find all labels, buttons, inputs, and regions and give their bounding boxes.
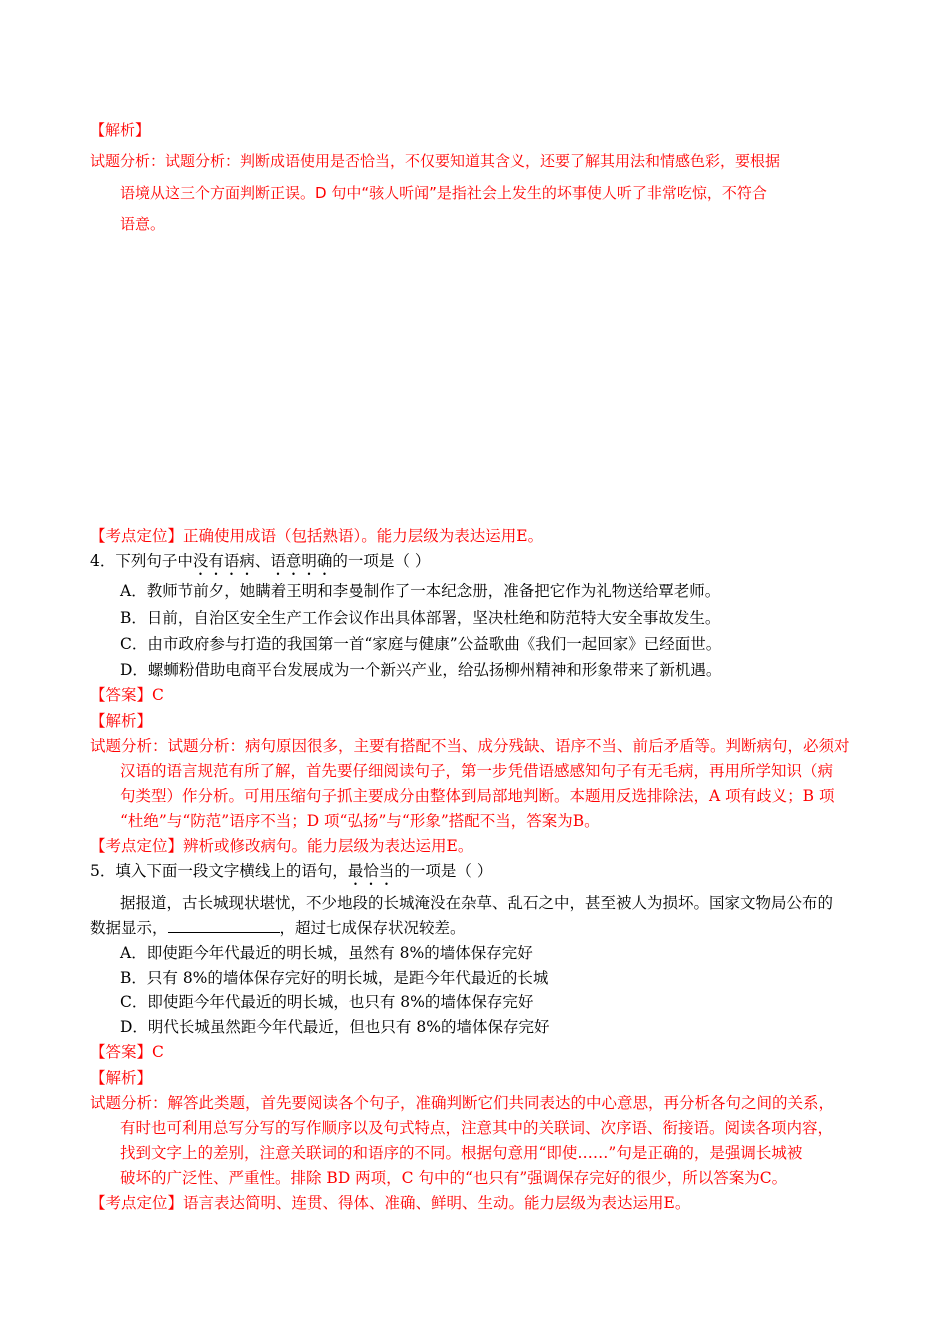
q4-answer	[90, 683, 164, 707]
q4-option-d: D．螺蛳粉借助电商平台发展成为一个新兴产业，给弘扬柳州精神和形象带来了新机遇。	[120, 661, 722, 679]
q5-option-d: D．明代长城虽然距今年代最近，但也只有 8%的墙体保存完好	[120, 1018, 550, 1036]
q4-stem-prefix: 4．下列句子中	[90, 552, 193, 570]
q4-analysis-line-4: “杜绝”与“防范”语序不当；D 项“弘扬”与“形象”搭配不当，答案为B。	[120, 812, 600, 830]
q5-passage-prefix: 数据显示，	[90, 919, 168, 937]
q5-passage-suffix: ，超过七成保存状况较差。	[279, 919, 466, 937]
q5-analysis-line-3: 找到文字上的差别，注意关联词的和语序的不同。根据句意用“即使……”句是正确的，是强调长城被	[120, 1144, 803, 1162]
q3-analysis-line-1: 试题分析：试题分析：判断成语使用是否恰当，不仅要知道其含义，还要了解其用法和情感色彩，要根据	[90, 152, 781, 170]
q5-passage-line-1: 据报道，古长城现状堪忧，不少地段的长城淹没在杂草、乱石之中，甚至被人为损坏。国家文物局公布的	[120, 894, 834, 912]
q4-option-b: B．日前，自治区安全生产工作会议作出具体部署，坚决杜绝和防范特大安全事故发生。	[120, 609, 721, 627]
q4-analysis-line-1: 试题分析：试题分析：病句原因很多，主要有搭配不当、成分残缺、语序不当、前后矛盾等。判断病句，必须对	[90, 737, 850, 755]
q4-stem	[90, 549, 430, 579]
q5-answer-tag: 【答案】	[90, 1043, 153, 1061]
q3-analysis-line-2: 语境从这三个方面判断正误。D 句中“骇人听闻”是指社会上发生的坏事使人听了非常吃惊，不符合	[120, 184, 767, 202]
q5-option-a: A．即使距今年代最近的明长城，虽然有 8%的墙体保存完好	[120, 944, 533, 962]
q5-stem-emphasis: 最恰当	[347, 862, 395, 880]
q3-analysis-tag: 【解析】	[90, 121, 151, 139]
q4-kaodian	[90, 834, 473, 858]
q5-kaodian	[90, 1191, 690, 1215]
q4-analysis-tag: 【解析】	[90, 712, 153, 730]
q4-kaodian-tag: 【考点定位】	[90, 837, 184, 855]
q5-option-b: B．只有 8%的墙体保存完好的明长城，是距今年代最近的长城	[120, 969, 549, 987]
q3-analysis-line-3: 语意。	[120, 215, 166, 233]
q5-passage-line-2	[90, 916, 466, 940]
q3-kaodian-tag: 【考点定位】	[90, 527, 184, 545]
q5-kaodian-tag: 【考点定位】	[90, 1194, 184, 1212]
q5-answer	[90, 1040, 164, 1064]
q4-answer-tag: 【答案】	[90, 686, 153, 704]
q5-analysis-line-4: 破坏的广泛性、严重性。排除 BD 两项，C 句中的“也只有”强调保存完好的很少，所以答案为C。	[120, 1169, 788, 1187]
q4-stem-suffix: 的一项是（ ）	[332, 552, 431, 570]
q5-stem	[90, 859, 492, 889]
q5-answer-value: C	[152, 1043, 164, 1061]
q4-answer-value: C	[152, 686, 164, 704]
q3-kaodian	[90, 524, 543, 548]
q3-kaodian-text: 正确使用成语（包括熟语）。能力层级为表达运用E。	[183, 527, 544, 545]
q5-kaodian-text: 语言表达简明、连贯、得体、准确、鲜明、生动。能力层级为表达运用E。	[183, 1194, 691, 1212]
q5-fill-blank	[168, 916, 280, 933]
q5-analysis-tag: 【解析】	[90, 1069, 153, 1087]
q5-analysis-line-1: 试题分析：解答此类题，首先要阅读各个句子，准确判断它们共同表达的中心意思，再分析各句之间的关系，	[90, 1094, 835, 1112]
q5-stem-prefix: 5．填入下面一段文字横线上的语句，	[90, 862, 348, 880]
q4-stem-emphasis: 没有语病、语意明确	[192, 552, 333, 570]
q5-option-c: C．即使距今年代最近的明长城，也只有 8%的墙体保存完好	[120, 993, 534, 1011]
q4-kaodian-text: 辨析或修改病句。能力层级为表达运用E。	[183, 837, 474, 855]
q4-analysis-line-2: 汉语的语言规范有所了解，首先要仔细阅读句子，第一步凭借语感感知句子有无毛病，再用所学知识（病	[120, 762, 834, 780]
q4-analysis-line-3: 句类型）作分析。可用压缩句子抓主要成分由整体到局部地判断。本题用反选排除法，A 项有歧义；B 项	[120, 787, 835, 805]
q4-option-a: A．教师节前夕，她瞒着王明和李曼制作了一本纪念册，准备把它作为礼物送给覃老师。	[120, 582, 721, 600]
q4-option-c: C．由市政府参与打造的我国第一首“家庭与健康”公益歌曲《我们一起回家》已经面世。	[120, 635, 722, 653]
q5-stem-suffix: 的一项是（ ）	[394, 862, 493, 880]
q5-analysis-line-2: 有时也可利用总写分写的写作顺序以及句式特点，注意其中的关联词、次序语、衔接语。阅读各项内容，	[120, 1119, 834, 1137]
